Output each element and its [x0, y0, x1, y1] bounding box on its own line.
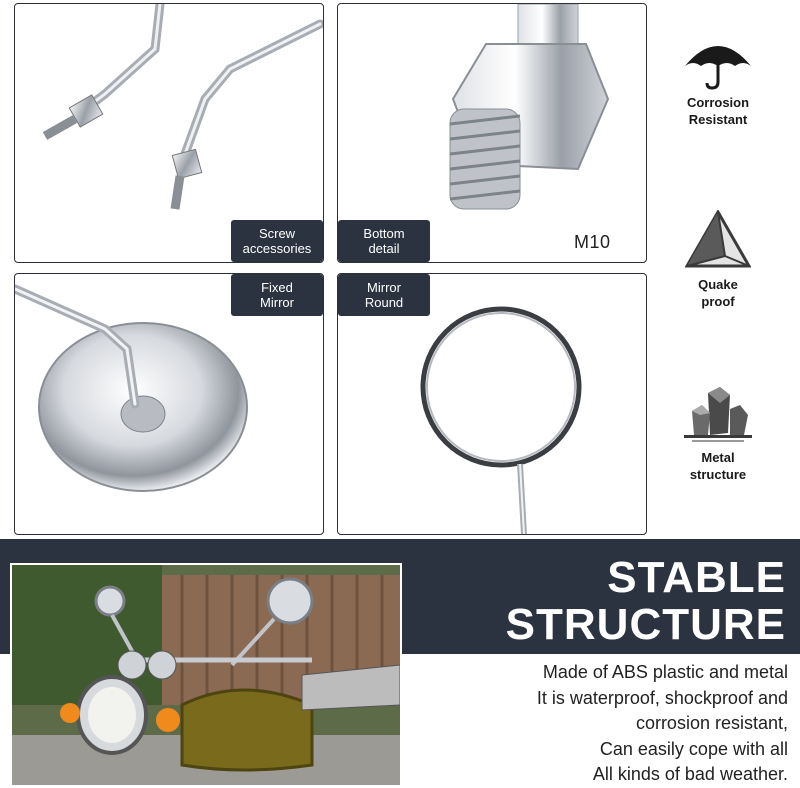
bottom-detail-label: Bottom detail — [338, 220, 430, 262]
description-text: Made of ABS plastic and metal It is waterproof, shockproof and corrosion resistant, Can easily cope with all All kinds of bad weather. — [536, 662, 788, 784]
screw-accessories-label: Screw accessories — [231, 220, 323, 262]
mirror-round-panel — [337, 273, 647, 535]
motorcycle-scene-illustration — [12, 565, 400, 785]
fixed-mirror-label: Fixed Mirror — [231, 274, 323, 316]
feature-metal-structure: Metal structure — [668, 385, 768, 483]
screw-accessories-panel — [14, 3, 324, 263]
crystal-icon — [678, 385, 758, 445]
bottom-detail-panel — [337, 3, 647, 263]
fixed-mirror-panel — [14, 273, 324, 535]
thread-size-text: M10 — [574, 232, 611, 252]
motorcycle-photo — [10, 563, 402, 787]
umbrella-icon — [683, 36, 753, 90]
mirror-round-label: Mirror Round — [338, 274, 430, 316]
feature-corrosion-resistant: Corrosion Resistant — [668, 36, 768, 128]
headline-title: STABLE STRUCTURE — [505, 553, 786, 649]
feature-quake-proof: Quake proof — [668, 210, 768, 310]
pyramid-icon — [685, 210, 751, 272]
